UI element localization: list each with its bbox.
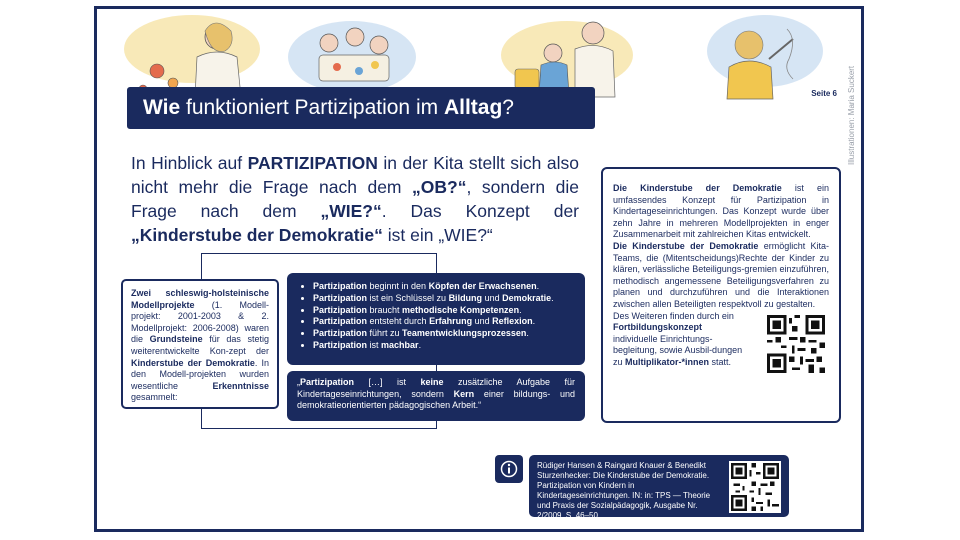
qr-code-icon[interactable] bbox=[729, 461, 781, 513]
illustration-teacher bbox=[124, 15, 260, 97]
reference-box bbox=[529, 455, 789, 520]
concept-paragraph-3: Des Weiteren finden durch ein Fortbildungskonzept individuelle Einrichtungs-begleitung, sowie Ausbil-dungen zu Multiplikator-*innen statt. bbox=[613, 310, 743, 367]
list-item: • Partizipation führt zu Teamentwicklungsprozessen. bbox=[313, 328, 575, 340]
qr-code-icon[interactable] bbox=[767, 315, 825, 373]
list-item: • Partizipation ist ein Schlüssel zu Bildung und Demokratie. bbox=[313, 293, 575, 305]
findings-list bbox=[303, 281, 575, 352]
intro-paragraph: In Hinblick auf PARTIZIPATION in der Kita stellt sich also nicht mehr die Frage nach dem „OB?“, sondern die Frage nach dem „WIE?“. Das Konzept der „Kinderstube der Demokratie“ ist ein „WIE?“ bbox=[131, 153, 579, 245]
list-item: • Partizipation beginnt in den Köpfen der Erwachsenen. bbox=[313, 281, 575, 293]
training-section bbox=[613, 311, 829, 369]
concept-paragraph-1: Die Kinderstube der Demokratie ist ein umfassendes Konzept für Partizipation in Kindertageseinrichtungen. Das Konzept wurde über zehn Jahre in mehreren Modellprojekten in enger Zusammenarbeit mit zahlreichen Kitas entwickelt. bbox=[613, 183, 829, 240]
findings-box bbox=[287, 273, 585, 365]
list-item: • Partizipation ist machbar. bbox=[313, 340, 575, 352]
quote-box: „Partizipation […] ist keine zusätzliche Aufgabe für Kindertageseinrichtungen, sondern Kern einer bildungs- und demokratieorientierten pädagogischen Arbeit.“ bbox=[287, 371, 585, 421]
illustration-adult-child bbox=[501, 21, 633, 97]
illustration-children-group bbox=[288, 21, 416, 93]
list-item: • Partizipation entsteht durch Erfahrung und Reflexion. bbox=[313, 316, 575, 328]
slide-frame bbox=[94, 6, 864, 532]
page-title: Wie funktioniert Partizipation im Alltag? bbox=[127, 87, 595, 129]
illustration-child-drawing bbox=[707, 15, 823, 99]
page-number: Seite 6 bbox=[811, 89, 837, 98]
info-icon[interactable] bbox=[495, 455, 523, 483]
model-projects-box: Zwei schleswig-holsteinische Modellprojekte (1. Modell-projekt: 2001-2003 & 2. Modellprojekt: 2006-2008) waren die Grundsteine für das stetig weiterentwickelte Kon-zept der Kinderstube der Demokratie. In den Modell-projekten wurden wesentliche Erkenntnisse gesammelt: bbox=[121, 279, 279, 409]
concept-paragraph-2: Die Kinderstube der Demokratie ermöglicht Kita-Teams, die (Mitentscheidungs)Rechte der Kinder zu klären, verlässliche Beteiligungs-gremien einzuführen, methodisch angemessene Beteiligungsverfahren zu planen und durchzuführen und die Interaktionen zwischen allen Beteiligten respektvoll zu gestalten. bbox=[613, 240, 829, 309]
list-item: • Partizipation braucht methodische Kompetenzen. bbox=[313, 305, 575, 317]
illustration-credit: Illustrationen: Maria Suckert bbox=[847, 65, 856, 165]
reference-text: Rüdiger Hansen & Raingard Knauer & Benedikt Sturzenhecker: Die Kinderstube der Demokratie. Partizipation von Kindern in Kindertageseinrichtungen. IN: in: TPS — Theorie und Praxis der Sozialpädagogik, Ausgabe Nr. 2/2009, S. 46–50. bbox=[537, 461, 711, 520]
concept-description-box bbox=[601, 167, 841, 423]
